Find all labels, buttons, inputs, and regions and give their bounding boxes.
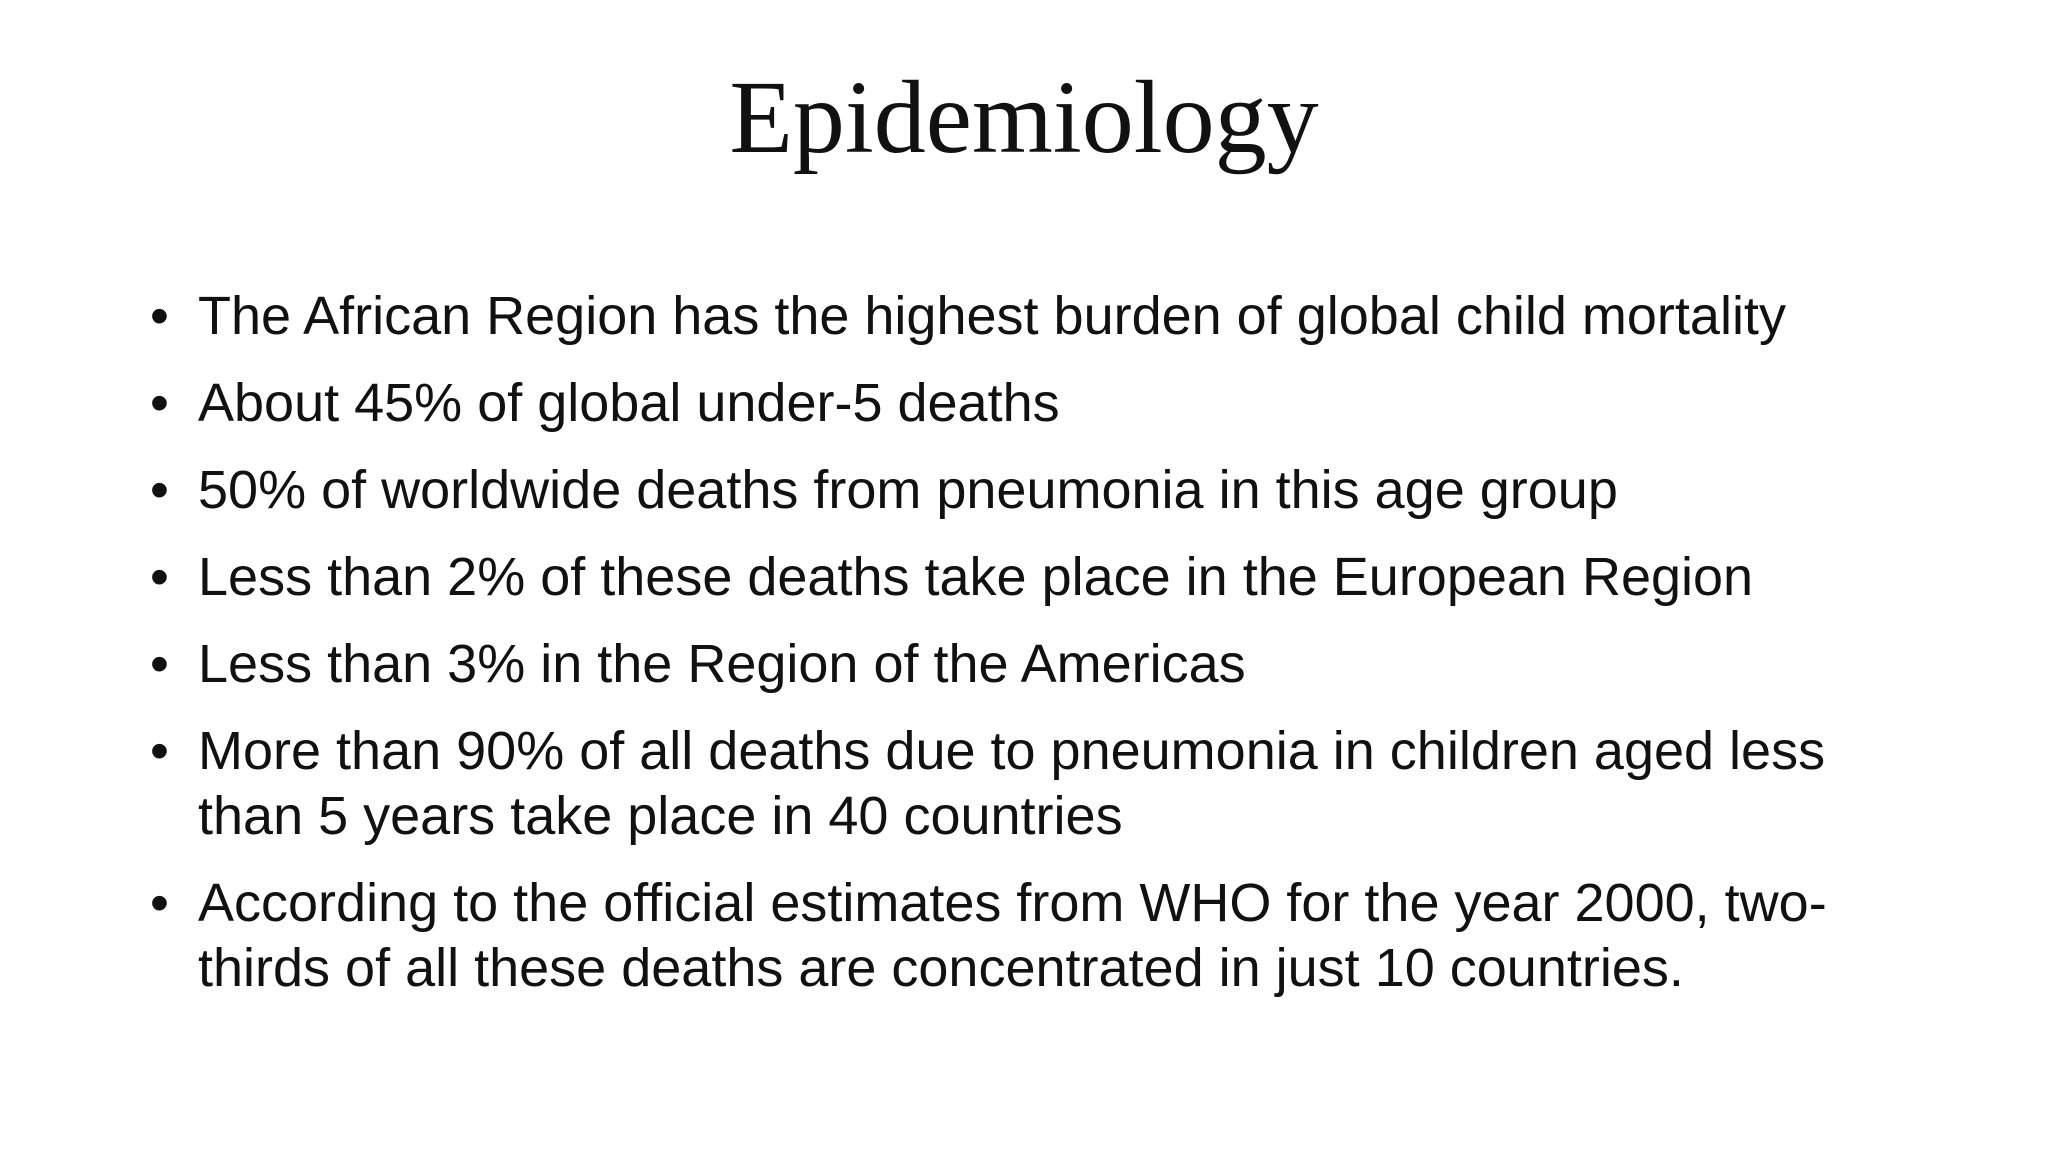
bullet-text: Less than 3% in the Region of the Americas [198, 634, 1246, 694]
bullet-text: The African Region has the highest burden of global child mortality [198, 286, 1786, 346]
bullet-icon: • [150, 547, 169, 607]
slide-title: Epidemiology [729, 60, 1319, 175]
bullet-icon: • [150, 634, 169, 694]
bullet-item [150, 632, 1910, 697]
bullet-icon: • [150, 373, 169, 433]
bullet-text: Less than 2% of these deaths take place in the European Region [198, 547, 1754, 607]
bullet-text: According to the official estimates from WHO for the year 2000, two-thirds of all these deaths are concentrated in just 10 countries. [198, 873, 1827, 998]
bullet-item [150, 545, 1910, 610]
bullet-text: More than 90% of all deaths due to pneumonia in children aged less than 5 years take place in 40 countries [198, 721, 1826, 846]
bullet-list [150, 284, 1910, 1023]
bullet-icon: • [150, 873, 169, 933]
bullet-text: 50% of worldwide deaths from pneumonia in this age group [198, 460, 1618, 520]
bullet-item [150, 284, 1910, 349]
bullet-item [150, 871, 1910, 1001]
bullet-item [150, 371, 1910, 436]
bullet-item [150, 719, 1910, 849]
bullet-text: About 45% of global under-5 deaths [198, 373, 1060, 433]
bullet-icon: • [150, 721, 169, 781]
bullet-icon: • [150, 286, 169, 346]
bullet-item [150, 458, 1910, 523]
bullet-icon: • [150, 460, 169, 520]
